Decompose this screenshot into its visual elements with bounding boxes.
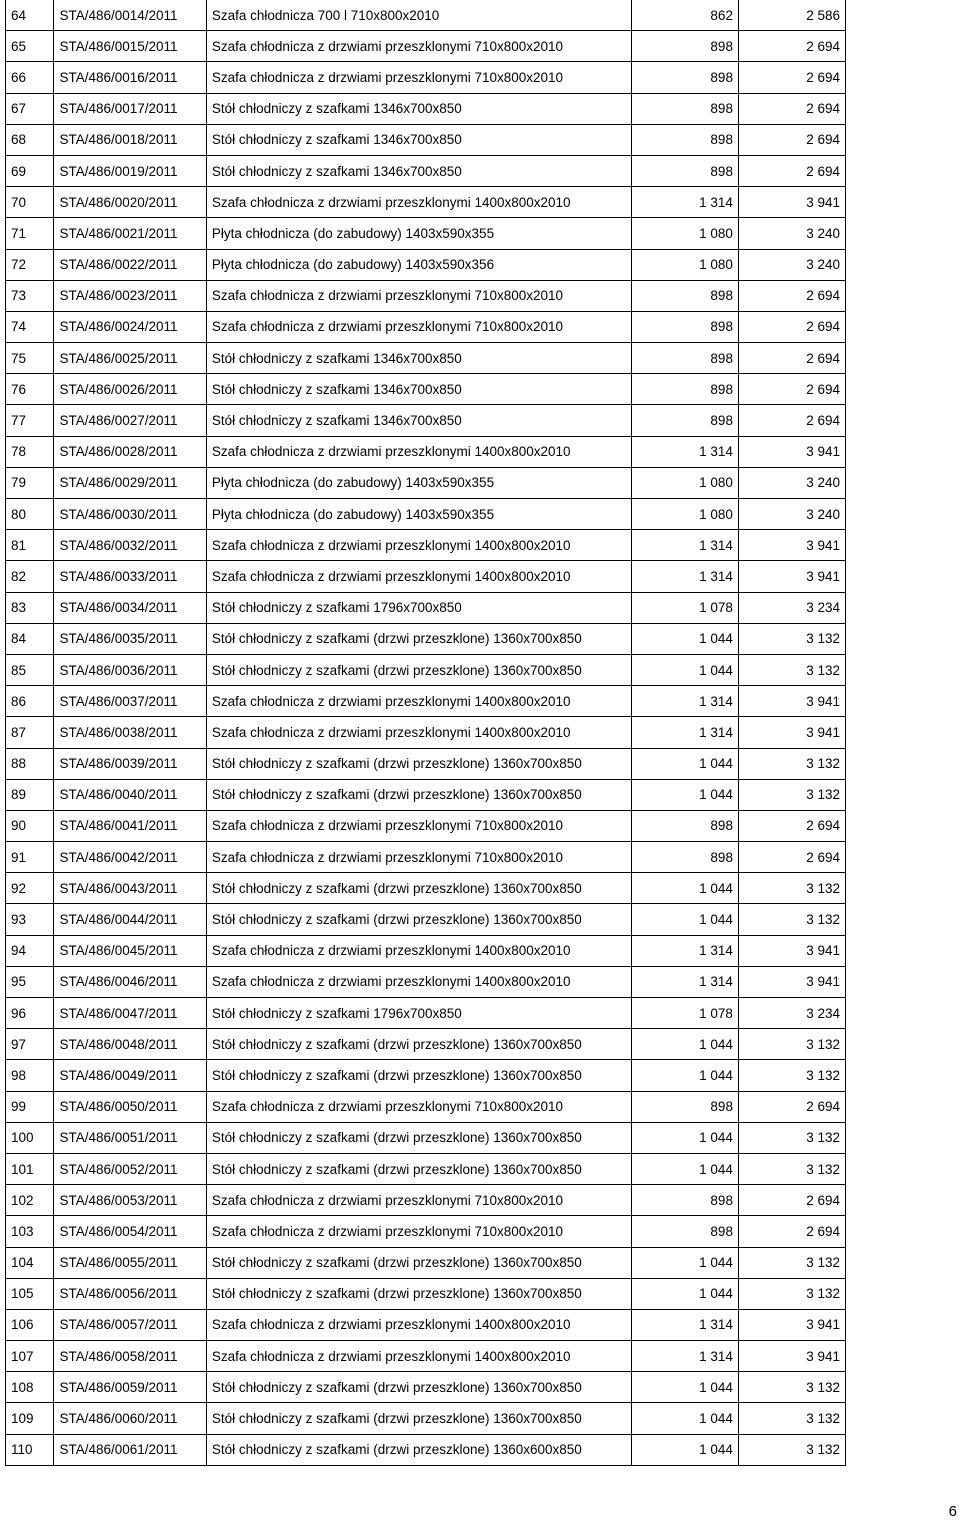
inventory-number-cell: STA/486/0038/2011 bbox=[54, 717, 206, 748]
value-cell: 3 234 bbox=[738, 592, 845, 623]
row-number-cell: 107 bbox=[6, 1341, 54, 1372]
item-name-cell: Stół chłodniczy z szafkami (drzwi przeszklone) 1360x700x850 bbox=[206, 904, 631, 935]
item-name-cell: Szafa chłodnicza z drzwiami przeszklonymi 710x800x2010 bbox=[206, 810, 631, 841]
value-cell: 3 941 bbox=[738, 187, 845, 218]
row-number-cell: 108 bbox=[6, 1372, 54, 1403]
table-row bbox=[6, 779, 846, 810]
value-cell: 2 694 bbox=[738, 311, 845, 342]
quantity-cell: 1 044 bbox=[631, 1434, 738, 1465]
value-cell: 3 132 bbox=[738, 873, 845, 904]
value-cell: 3 240 bbox=[738, 249, 845, 280]
table-row bbox=[6, 31, 846, 62]
row-number-cell: 106 bbox=[6, 1309, 54, 1340]
row-number-cell: 65 bbox=[6, 31, 54, 62]
inventory-number-cell: STA/486/0029/2011 bbox=[54, 467, 206, 498]
item-name-cell: Stół chłodniczy z szafkami 1796x700x850 bbox=[206, 592, 631, 623]
table-row bbox=[6, 311, 846, 342]
table-row bbox=[6, 1029, 846, 1060]
table-row bbox=[6, 623, 846, 654]
value-cell: 3 240 bbox=[738, 499, 845, 530]
inventory-number-cell: STA/486/0030/2011 bbox=[54, 499, 206, 530]
inventory-number-cell: STA/486/0028/2011 bbox=[54, 436, 206, 467]
item-name-cell: Szafa chłodnicza z drzwiami przeszklonymi 1400x800x2010 bbox=[206, 686, 631, 717]
inventory-number-cell: STA/486/0055/2011 bbox=[54, 1247, 206, 1278]
table-row bbox=[6, 966, 846, 997]
value-cell: 3 941 bbox=[738, 686, 845, 717]
quantity-cell: 898 bbox=[631, 405, 738, 436]
value-cell: 3 941 bbox=[738, 436, 845, 467]
item-name-cell: Szafa chłodnicza 700 l 710x800x2010 bbox=[206, 0, 631, 31]
inventory-number-cell: STA/486/0048/2011 bbox=[54, 1029, 206, 1060]
row-number-cell: 67 bbox=[6, 93, 54, 124]
item-name-cell: Stół chłodniczy z szafkami (drzwi przeszklone) 1360x700x850 bbox=[206, 873, 631, 904]
table-row bbox=[6, 748, 846, 779]
item-name-cell: Stół chłodniczy z szafkami 1346x700x850 bbox=[206, 374, 631, 405]
quantity-cell: 1 044 bbox=[631, 1403, 738, 1434]
value-cell: 3 132 bbox=[738, 1153, 845, 1184]
quantity-cell: 1 044 bbox=[631, 1372, 738, 1403]
table-row bbox=[6, 436, 846, 467]
table-row bbox=[6, 405, 846, 436]
inventory-number-cell: STA/486/0017/2011 bbox=[54, 93, 206, 124]
item-name-cell: Stół chłodniczy z szafkami (drzwi przeszklone) 1360x700x850 bbox=[206, 1153, 631, 1184]
value-cell: 3 240 bbox=[738, 218, 845, 249]
value-cell: 3 132 bbox=[738, 1278, 845, 1309]
item-name-cell: Stół chłodniczy z szafkami (drzwi przeszklone) 1360x700x850 bbox=[206, 1122, 631, 1153]
item-name-cell: Płyta chłodnicza (do zabudowy) 1403x590x355 bbox=[206, 467, 631, 498]
value-cell: 2 694 bbox=[738, 124, 845, 155]
inventory-number-cell: STA/486/0043/2011 bbox=[54, 873, 206, 904]
value-cell: 3 941 bbox=[738, 530, 845, 561]
row-number-cell: 83 bbox=[6, 592, 54, 623]
inventory-number-cell: STA/486/0050/2011 bbox=[54, 1091, 206, 1122]
row-number-cell: 96 bbox=[6, 998, 54, 1029]
row-number-cell: 97 bbox=[6, 1029, 54, 1060]
inventory-number-cell: STA/486/0039/2011 bbox=[54, 748, 206, 779]
table-row bbox=[6, 343, 846, 374]
item-name-cell: Stół chłodniczy z szafkami (drzwi przeszklone) 1360x700x850 bbox=[206, 1029, 631, 1060]
item-name-cell: Stół chłodniczy z szafkami 1346x700x850 bbox=[206, 405, 631, 436]
item-name-cell: Szafa chłodnicza z drzwiami przeszklonymi 710x800x2010 bbox=[206, 1091, 631, 1122]
quantity-cell: 1 078 bbox=[631, 592, 738, 623]
quantity-cell: 898 bbox=[631, 842, 738, 873]
item-name-cell: Szafa chłodnicza z drzwiami przeszklonymi 1400x800x2010 bbox=[206, 187, 631, 218]
row-number-cell: 87 bbox=[6, 717, 54, 748]
row-number-cell: 79 bbox=[6, 467, 54, 498]
quantity-cell: 1 044 bbox=[631, 654, 738, 685]
inventory-number-cell: STA/486/0058/2011 bbox=[54, 1341, 206, 1372]
table-row bbox=[6, 1434, 846, 1465]
item-name-cell: Szafa chłodnicza z drzwiami przeszklonymi 710x800x2010 bbox=[206, 1216, 631, 1247]
quantity-cell: 898 bbox=[631, 343, 738, 374]
quantity-cell: 898 bbox=[631, 1185, 738, 1216]
item-name-cell: Stół chłodniczy z szafkami (drzwi przeszklone) 1360x700x850 bbox=[206, 1403, 631, 1434]
table-row bbox=[6, 1216, 846, 1247]
item-name-cell: Stół chłodniczy z szafkami (drzwi przeszklone) 1360x700x850 bbox=[206, 1372, 631, 1403]
quantity-cell: 1 044 bbox=[631, 623, 738, 654]
inventory-number-cell: STA/486/0046/2011 bbox=[54, 966, 206, 997]
item-name-cell: Stół chłodniczy z szafkami 1346x700x850 bbox=[206, 124, 631, 155]
row-number-cell: 82 bbox=[6, 561, 54, 592]
value-cell: 3 132 bbox=[738, 1403, 845, 1434]
row-number-cell: 86 bbox=[6, 686, 54, 717]
table-row bbox=[6, 124, 846, 155]
row-number-cell: 81 bbox=[6, 530, 54, 561]
row-number-cell: 69 bbox=[6, 155, 54, 186]
item-name-cell: Szafa chłodnicza z drzwiami przeszklonymi 710x800x2010 bbox=[206, 280, 631, 311]
value-cell: 3 132 bbox=[738, 623, 845, 654]
item-name-cell: Stół chłodniczy z szafkami (drzwi przeszklone) 1360x700x850 bbox=[206, 1060, 631, 1091]
item-name-cell: Szafa chłodnicza z drzwiami przeszklonymi 710x800x2010 bbox=[206, 311, 631, 342]
table-row bbox=[6, 1372, 846, 1403]
inventory-number-cell: STA/486/0041/2011 bbox=[54, 810, 206, 841]
row-number-cell: 74 bbox=[6, 311, 54, 342]
item-name-cell: Płyta chłodnicza (do zabudowy) 1403x590x355 bbox=[206, 499, 631, 530]
inventory-number-cell: STA/486/0036/2011 bbox=[54, 654, 206, 685]
inventory-number-cell: STA/486/0016/2011 bbox=[54, 62, 206, 93]
inventory-number-cell: STA/486/0023/2011 bbox=[54, 280, 206, 311]
table-row bbox=[6, 1247, 846, 1278]
row-number-cell: 64 bbox=[6, 0, 54, 31]
quantity-cell: 862 bbox=[631, 0, 738, 31]
table-row bbox=[6, 873, 846, 904]
item-name-cell: Szafa chłodnicza z drzwiami przeszklonymi 1400x800x2010 bbox=[206, 436, 631, 467]
item-name-cell: Stół chłodniczy z szafkami (drzwi przeszklone) 1360x700x850 bbox=[206, 1247, 631, 1278]
item-name-cell: Stół chłodniczy z szafkami (drzwi przeszklone) 1360x700x850 bbox=[206, 779, 631, 810]
table-row bbox=[6, 155, 846, 186]
row-number-cell: 80 bbox=[6, 499, 54, 530]
table-row bbox=[6, 810, 846, 841]
table-row bbox=[6, 467, 846, 498]
inventory-number-cell: STA/486/0052/2011 bbox=[54, 1153, 206, 1184]
table-row bbox=[6, 592, 846, 623]
item-name-cell: Płyta chłodnicza (do zabudowy) 1403x590x356 bbox=[206, 249, 631, 280]
value-cell: 2 694 bbox=[738, 155, 845, 186]
inventory-number-cell: STA/486/0051/2011 bbox=[54, 1122, 206, 1153]
inventory-number-cell: STA/486/0042/2011 bbox=[54, 842, 206, 873]
value-cell: 2 694 bbox=[738, 1216, 845, 1247]
inventory-number-cell: STA/486/0018/2011 bbox=[54, 124, 206, 155]
inventory-number-cell: STA/486/0044/2011 bbox=[54, 904, 206, 935]
table-row bbox=[6, 249, 846, 280]
row-number-cell: 98 bbox=[6, 1060, 54, 1091]
quantity-cell: 898 bbox=[631, 311, 738, 342]
quantity-cell: 1 044 bbox=[631, 779, 738, 810]
quantity-cell: 1 044 bbox=[631, 1153, 738, 1184]
quantity-cell: 898 bbox=[631, 62, 738, 93]
row-number-cell: 66 bbox=[6, 62, 54, 93]
quantity-cell: 1 044 bbox=[631, 1060, 738, 1091]
quantity-cell: 1 080 bbox=[631, 249, 738, 280]
inventory-number-cell: STA/486/0032/2011 bbox=[54, 530, 206, 561]
item-name-cell: Stół chłodniczy z szafkami (drzwi przeszklone) 1360x600x850 bbox=[206, 1434, 631, 1465]
quantity-cell: 1 044 bbox=[631, 1247, 738, 1278]
inventory-number-cell: STA/486/0057/2011 bbox=[54, 1309, 206, 1340]
table-row bbox=[6, 499, 846, 530]
value-cell: 2 694 bbox=[738, 810, 845, 841]
row-number-cell: 99 bbox=[6, 1091, 54, 1122]
table-row bbox=[6, 374, 846, 405]
item-name-cell: Szafa chłodnicza z drzwiami przeszklonymi 710x800x2010 bbox=[206, 842, 631, 873]
value-cell: 3 132 bbox=[738, 779, 845, 810]
row-number-cell: 101 bbox=[6, 1153, 54, 1184]
table-row bbox=[6, 686, 846, 717]
table-row bbox=[6, 904, 846, 935]
item-name-cell: Stół chłodniczy z szafkami 1346x700x850 bbox=[206, 343, 631, 374]
row-number-cell: 109 bbox=[6, 1403, 54, 1434]
quantity-cell: 898 bbox=[631, 1216, 738, 1247]
item-name-cell: Szafa chłodnicza z drzwiami przeszklonymi 710x800x2010 bbox=[206, 62, 631, 93]
value-cell: 3 132 bbox=[738, 1060, 845, 1091]
quantity-cell: 1 314 bbox=[631, 966, 738, 997]
row-number-cell: 102 bbox=[6, 1185, 54, 1216]
row-number-cell: 84 bbox=[6, 623, 54, 654]
item-name-cell: Szafa chłodnicza z drzwiami przeszklonymi 1400x800x2010 bbox=[206, 530, 631, 561]
row-number-cell: 89 bbox=[6, 779, 54, 810]
quantity-cell: 898 bbox=[631, 93, 738, 124]
row-number-cell: 71 bbox=[6, 218, 54, 249]
item-name-cell: Szafa chłodnicza z drzwiami przeszklonymi 1400x800x2010 bbox=[206, 561, 631, 592]
quantity-cell: 1 314 bbox=[631, 1341, 738, 1372]
item-name-cell: Szafa chłodnicza z drzwiami przeszklonymi 1400x800x2010 bbox=[206, 717, 631, 748]
inventory-number-cell: STA/486/0019/2011 bbox=[54, 155, 206, 186]
inventory-number-cell: STA/486/0034/2011 bbox=[54, 592, 206, 623]
quantity-cell: 1 044 bbox=[631, 748, 738, 779]
item-name-cell: Stół chłodniczy z szafkami 1346x700x850 bbox=[206, 155, 631, 186]
inventory-number-cell: STA/486/0024/2011 bbox=[54, 311, 206, 342]
value-cell: 3 941 bbox=[738, 1309, 845, 1340]
row-number-cell: 72 bbox=[6, 249, 54, 280]
table-row bbox=[6, 1122, 846, 1153]
quantity-cell: 1 080 bbox=[631, 499, 738, 530]
quantity-cell: 1 314 bbox=[631, 530, 738, 561]
inventory-number-cell: STA/486/0040/2011 bbox=[54, 779, 206, 810]
table-row bbox=[6, 654, 846, 685]
item-name-cell: Szafa chłodnicza z drzwiami przeszklonymi 710x800x2010 bbox=[206, 31, 631, 62]
row-number-cell: 88 bbox=[6, 748, 54, 779]
value-cell: 2 694 bbox=[738, 62, 845, 93]
table-row bbox=[6, 561, 846, 592]
row-number-cell: 110 bbox=[6, 1434, 54, 1465]
table-row bbox=[6, 1091, 846, 1122]
inventory-number-cell: STA/486/0061/2011 bbox=[54, 1434, 206, 1465]
row-number-cell: 104 bbox=[6, 1247, 54, 1278]
row-number-cell: 77 bbox=[6, 405, 54, 436]
row-number-cell: 76 bbox=[6, 374, 54, 405]
row-number-cell: 93 bbox=[6, 904, 54, 935]
value-cell: 3 132 bbox=[738, 1029, 845, 1060]
quantity-cell: 898 bbox=[631, 155, 738, 186]
value-cell: 3 132 bbox=[738, 1247, 845, 1278]
inventory-number-cell: STA/486/0025/2011 bbox=[54, 343, 206, 374]
inventory-number-cell: STA/486/0021/2011 bbox=[54, 218, 206, 249]
row-number-cell: 91 bbox=[6, 842, 54, 873]
item-name-cell: Szafa chłodnicza z drzwiami przeszklonymi 1400x800x2010 bbox=[206, 935, 631, 966]
value-cell: 2 694 bbox=[738, 93, 845, 124]
quantity-cell: 1 314 bbox=[631, 717, 738, 748]
quantity-cell: 1 314 bbox=[631, 935, 738, 966]
row-number-cell: 75 bbox=[6, 343, 54, 374]
row-number-cell: 92 bbox=[6, 873, 54, 904]
quantity-cell: 1 044 bbox=[631, 1029, 738, 1060]
value-cell: 3 234 bbox=[738, 998, 845, 1029]
row-number-cell: 90 bbox=[6, 810, 54, 841]
value-cell: 3 941 bbox=[738, 935, 845, 966]
inventory-number-cell: STA/486/0045/2011 bbox=[54, 935, 206, 966]
value-cell: 3 941 bbox=[738, 966, 845, 997]
inventory-number-cell: STA/486/0027/2011 bbox=[54, 405, 206, 436]
value-cell: 3 941 bbox=[738, 717, 845, 748]
row-number-cell: 73 bbox=[6, 280, 54, 311]
table-row bbox=[6, 1153, 846, 1184]
quantity-cell: 898 bbox=[631, 810, 738, 841]
row-number-cell: 103 bbox=[6, 1216, 54, 1247]
quantity-cell: 1 314 bbox=[631, 436, 738, 467]
value-cell: 2 586 bbox=[738, 0, 845, 31]
row-number-cell: 68 bbox=[6, 124, 54, 155]
quantity-cell: 1 314 bbox=[631, 1309, 738, 1340]
value-cell: 2 694 bbox=[738, 343, 845, 374]
item-name-cell: Szafa chłodnicza z drzwiami przeszklonymi 1400x800x2010 bbox=[206, 966, 631, 997]
inventory-number-cell: STA/486/0014/2011 bbox=[54, 0, 206, 31]
row-number-cell: 85 bbox=[6, 654, 54, 685]
value-cell: 2 694 bbox=[738, 280, 845, 311]
table-row bbox=[6, 187, 846, 218]
inventory-table-body bbox=[6, 0, 846, 1465]
table-row bbox=[6, 218, 846, 249]
table-row bbox=[6, 1278, 846, 1309]
item-name-cell: Płyta chłodnicza (do zabudowy) 1403x590x355 bbox=[206, 218, 631, 249]
value-cell: 3 941 bbox=[738, 1341, 845, 1372]
value-cell: 2 694 bbox=[738, 405, 845, 436]
inventory-number-cell: STA/486/0054/2011 bbox=[54, 1216, 206, 1247]
page-number: 6 bbox=[948, 1503, 957, 1520]
table-row bbox=[6, 842, 846, 873]
inventory-number-cell: STA/486/0015/2011 bbox=[54, 31, 206, 62]
quantity-cell: 1 314 bbox=[631, 187, 738, 218]
quantity-cell: 898 bbox=[631, 374, 738, 405]
item-name-cell: Stół chłodniczy z szafkami 1346x700x850 bbox=[206, 93, 631, 124]
inventory-number-cell: STA/486/0035/2011 bbox=[54, 623, 206, 654]
inventory-number-cell: STA/486/0037/2011 bbox=[54, 686, 206, 717]
value-cell: 3 132 bbox=[738, 904, 845, 935]
quantity-cell: 898 bbox=[631, 1091, 738, 1122]
table-row bbox=[6, 1341, 846, 1372]
inventory-number-cell: STA/486/0033/2011 bbox=[54, 561, 206, 592]
table-row bbox=[6, 1403, 846, 1434]
inventory-table bbox=[5, 0, 846, 1466]
quantity-cell: 1 080 bbox=[631, 218, 738, 249]
value-cell: 2 694 bbox=[738, 1185, 845, 1216]
row-number-cell: 70 bbox=[6, 187, 54, 218]
item-name-cell: Szafa chłodnicza z drzwiami przeszklonymi 1400x800x2010 bbox=[206, 1341, 631, 1372]
value-cell: 3 132 bbox=[738, 1372, 845, 1403]
table-row bbox=[6, 935, 846, 966]
inventory-number-cell: STA/486/0060/2011 bbox=[54, 1403, 206, 1434]
item-name-cell: Stół chłodniczy z szafkami (drzwi przeszklone) 1360x700x850 bbox=[206, 654, 631, 685]
table-row bbox=[6, 998, 846, 1029]
inventory-number-cell: STA/486/0020/2011 bbox=[54, 187, 206, 218]
table-row bbox=[6, 530, 846, 561]
quantity-cell: 1 078 bbox=[631, 998, 738, 1029]
table-row bbox=[6, 1185, 846, 1216]
value-cell: 3 132 bbox=[738, 1122, 845, 1153]
inventory-number-cell: STA/486/0049/2011 bbox=[54, 1060, 206, 1091]
inventory-number-cell: STA/486/0056/2011 bbox=[54, 1278, 206, 1309]
table-row bbox=[6, 93, 846, 124]
inventory-number-cell: STA/486/0047/2011 bbox=[54, 998, 206, 1029]
item-name-cell: Szafa chłodnicza z drzwiami przeszklonymi 710x800x2010 bbox=[206, 1185, 631, 1216]
quantity-cell: 898 bbox=[631, 280, 738, 311]
value-cell: 3 132 bbox=[738, 748, 845, 779]
inventory-number-cell: STA/486/0053/2011 bbox=[54, 1185, 206, 1216]
table-row bbox=[6, 0, 846, 31]
value-cell: 3 240 bbox=[738, 467, 845, 498]
quantity-cell: 1 044 bbox=[631, 904, 738, 935]
quantity-cell: 1 044 bbox=[631, 1122, 738, 1153]
table-row bbox=[6, 1309, 846, 1340]
table-row bbox=[6, 717, 846, 748]
value-cell: 3 941 bbox=[738, 561, 845, 592]
item-name-cell: Stół chłodniczy z szafkami (drzwi przeszklone) 1360x700x850 bbox=[206, 748, 631, 779]
quantity-cell: 1 080 bbox=[631, 467, 738, 498]
quantity-cell: 898 bbox=[631, 124, 738, 155]
item-name-cell: Stół chłodniczy z szafkami (drzwi przeszklone) 1360x700x850 bbox=[206, 623, 631, 654]
table-row bbox=[6, 280, 846, 311]
quantity-cell: 898 bbox=[631, 31, 738, 62]
inventory-number-cell: STA/486/0022/2011 bbox=[54, 249, 206, 280]
quantity-cell: 1 044 bbox=[631, 873, 738, 904]
item-name-cell: Szafa chłodnicza z drzwiami przeszklonymi 1400x800x2010 bbox=[206, 1309, 631, 1340]
value-cell: 3 132 bbox=[738, 1434, 845, 1465]
value-cell: 2 694 bbox=[738, 842, 845, 873]
row-number-cell: 78 bbox=[6, 436, 54, 467]
row-number-cell: 95 bbox=[6, 966, 54, 997]
table-row bbox=[6, 62, 846, 93]
row-number-cell: 105 bbox=[6, 1278, 54, 1309]
value-cell: 2 694 bbox=[738, 374, 845, 405]
item-name-cell: Stół chłodniczy z szafkami (drzwi przeszklone) 1360x700x850 bbox=[206, 1278, 631, 1309]
quantity-cell: 1 314 bbox=[631, 686, 738, 717]
value-cell: 2 694 bbox=[738, 31, 845, 62]
inventory-number-cell: STA/486/0059/2011 bbox=[54, 1372, 206, 1403]
value-cell: 3 132 bbox=[738, 654, 845, 685]
value-cell: 2 694 bbox=[738, 1091, 845, 1122]
item-name-cell: Stół chłodniczy z szafkami 1796x700x850 bbox=[206, 998, 631, 1029]
row-number-cell: 94 bbox=[6, 935, 54, 966]
row-number-cell: 100 bbox=[6, 1122, 54, 1153]
quantity-cell: 1 314 bbox=[631, 561, 738, 592]
table-row bbox=[6, 1060, 846, 1091]
inventory-number-cell: STA/486/0026/2011 bbox=[54, 374, 206, 405]
quantity-cell: 1 044 bbox=[631, 1278, 738, 1309]
